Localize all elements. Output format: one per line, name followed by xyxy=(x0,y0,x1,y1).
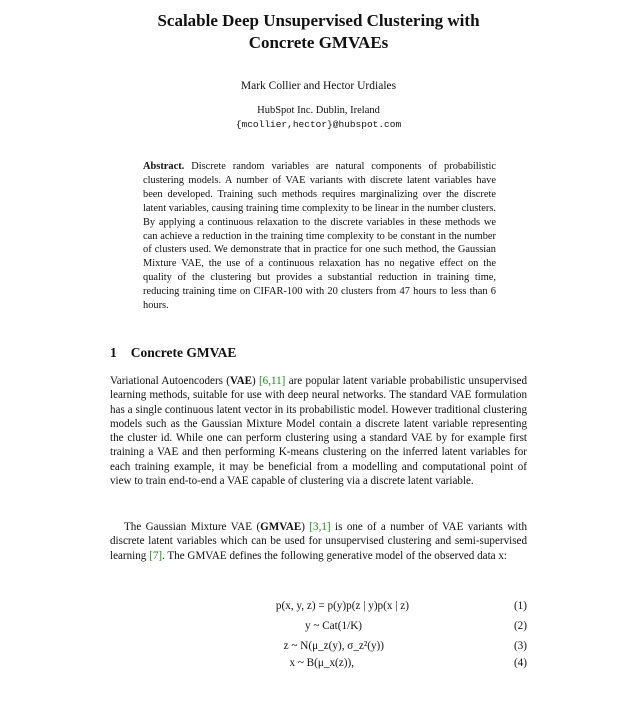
equation-row xyxy=(110,657,527,673)
equation-math: z ~ N(μ_z(y), σ_z²(y)) xyxy=(283,640,384,652)
abstract-label: Abstract. xyxy=(143,161,185,172)
p1-text-b: ) xyxy=(251,375,259,387)
equation-row xyxy=(110,620,527,636)
equation-math: x ~ B(μ_x(z)), xyxy=(289,657,354,669)
p2-text-b: ) xyxy=(301,521,310,533)
equation-number: (2) xyxy=(513,620,527,632)
p1-text-c: are popular latent variable probabilistic unsupervised learning methods, suitable for use with deep neural networks. The standard VAE formulation has a single continuous latent vector in its probabilistic model. However traditional clustering models such as the Gaussian Mixture Model contain a discrete latent variable representing the cluster id. While one can perform clustering using a standard VAE by for example first training a VAE and then performing K-means clustering on the inferred latent variables for each training example, it may be beneficial from a modelling and computational point of view to train end-to-end a VAE capable of clustering via a discrete latent variable. xyxy=(110,375,528,488)
title-line-2: Concrete GMVAEs xyxy=(248,33,389,52)
p2-text-a: The Gaussian Mixture VAE ( xyxy=(124,521,261,533)
p2-bold-gmvae: GMVAE xyxy=(260,521,302,533)
affiliation-block xyxy=(60,104,577,132)
section-heading xyxy=(110,345,236,361)
equation-math: y ~ Cat(1/K) xyxy=(304,620,362,632)
equation-row xyxy=(110,640,527,656)
author-list: Mark Collier and Hector Urdiales xyxy=(240,80,397,92)
equation-number: (4) xyxy=(513,657,527,669)
equation-row xyxy=(110,600,527,616)
citation-link[interactable]: [6,11] xyxy=(258,375,286,387)
citation-link[interactable]: [3,1] xyxy=(309,521,331,533)
abstract xyxy=(143,160,496,313)
citation-link[interactable]: [7] xyxy=(149,549,163,562)
p1-text-a: Variational Autoencoders ( xyxy=(110,375,230,387)
email-address: {mcollier,hector}@hubspot.com xyxy=(235,119,402,130)
section-number: 1 xyxy=(110,345,117,360)
p2-text-c: is one of a number of VAE variants with discrete latent variables which can be used for unsupervised clustering and semi-supervised learning xyxy=(110,521,528,562)
paragraph-1 xyxy=(110,374,527,488)
paragraph-2 xyxy=(110,520,527,563)
title-line-1: Scalable Deep Unsupervised Clustering with xyxy=(157,11,480,30)
p1-bold-vae: VAE xyxy=(229,375,252,387)
affiliation: HubSpot Inc. Dublin, Ireland xyxy=(257,105,380,116)
equation-math: p(x, y, z) = p(y)p(z | y)p(x | z) xyxy=(275,600,409,612)
abstract-text: Discrete random variables are natural components of probabilistic clustering models. A number of VAE variants with discrete latent variables have been developed. Training such methods requires marginalizing over the discrete latent variables, causing training time complexity to be linear in the number clusters. By applying a continuous relaxation to the discrete variables in these methods we can achieve a reduction in the training time complexity to be constant in the number of clusters used. We demonstrate that in practice for one such method, the Gaussian Mixture VAE, the use of a continuous relaxation has no negative effect on the quality of the clustering but provides a substantial reduction in training time, reducing training time on CIFAR-100 with 20 clusters from 47 hours to less than 6 hours. xyxy=(143,161,496,312)
section-title: Concrete GMVAE xyxy=(130,345,237,360)
equation-number: (1) xyxy=(513,600,527,612)
equation-number: (3) xyxy=(513,640,527,652)
paper-title xyxy=(60,10,577,54)
p2-text-d: . The GMVAE defines the following generative model of the observed data x: xyxy=(162,549,508,562)
